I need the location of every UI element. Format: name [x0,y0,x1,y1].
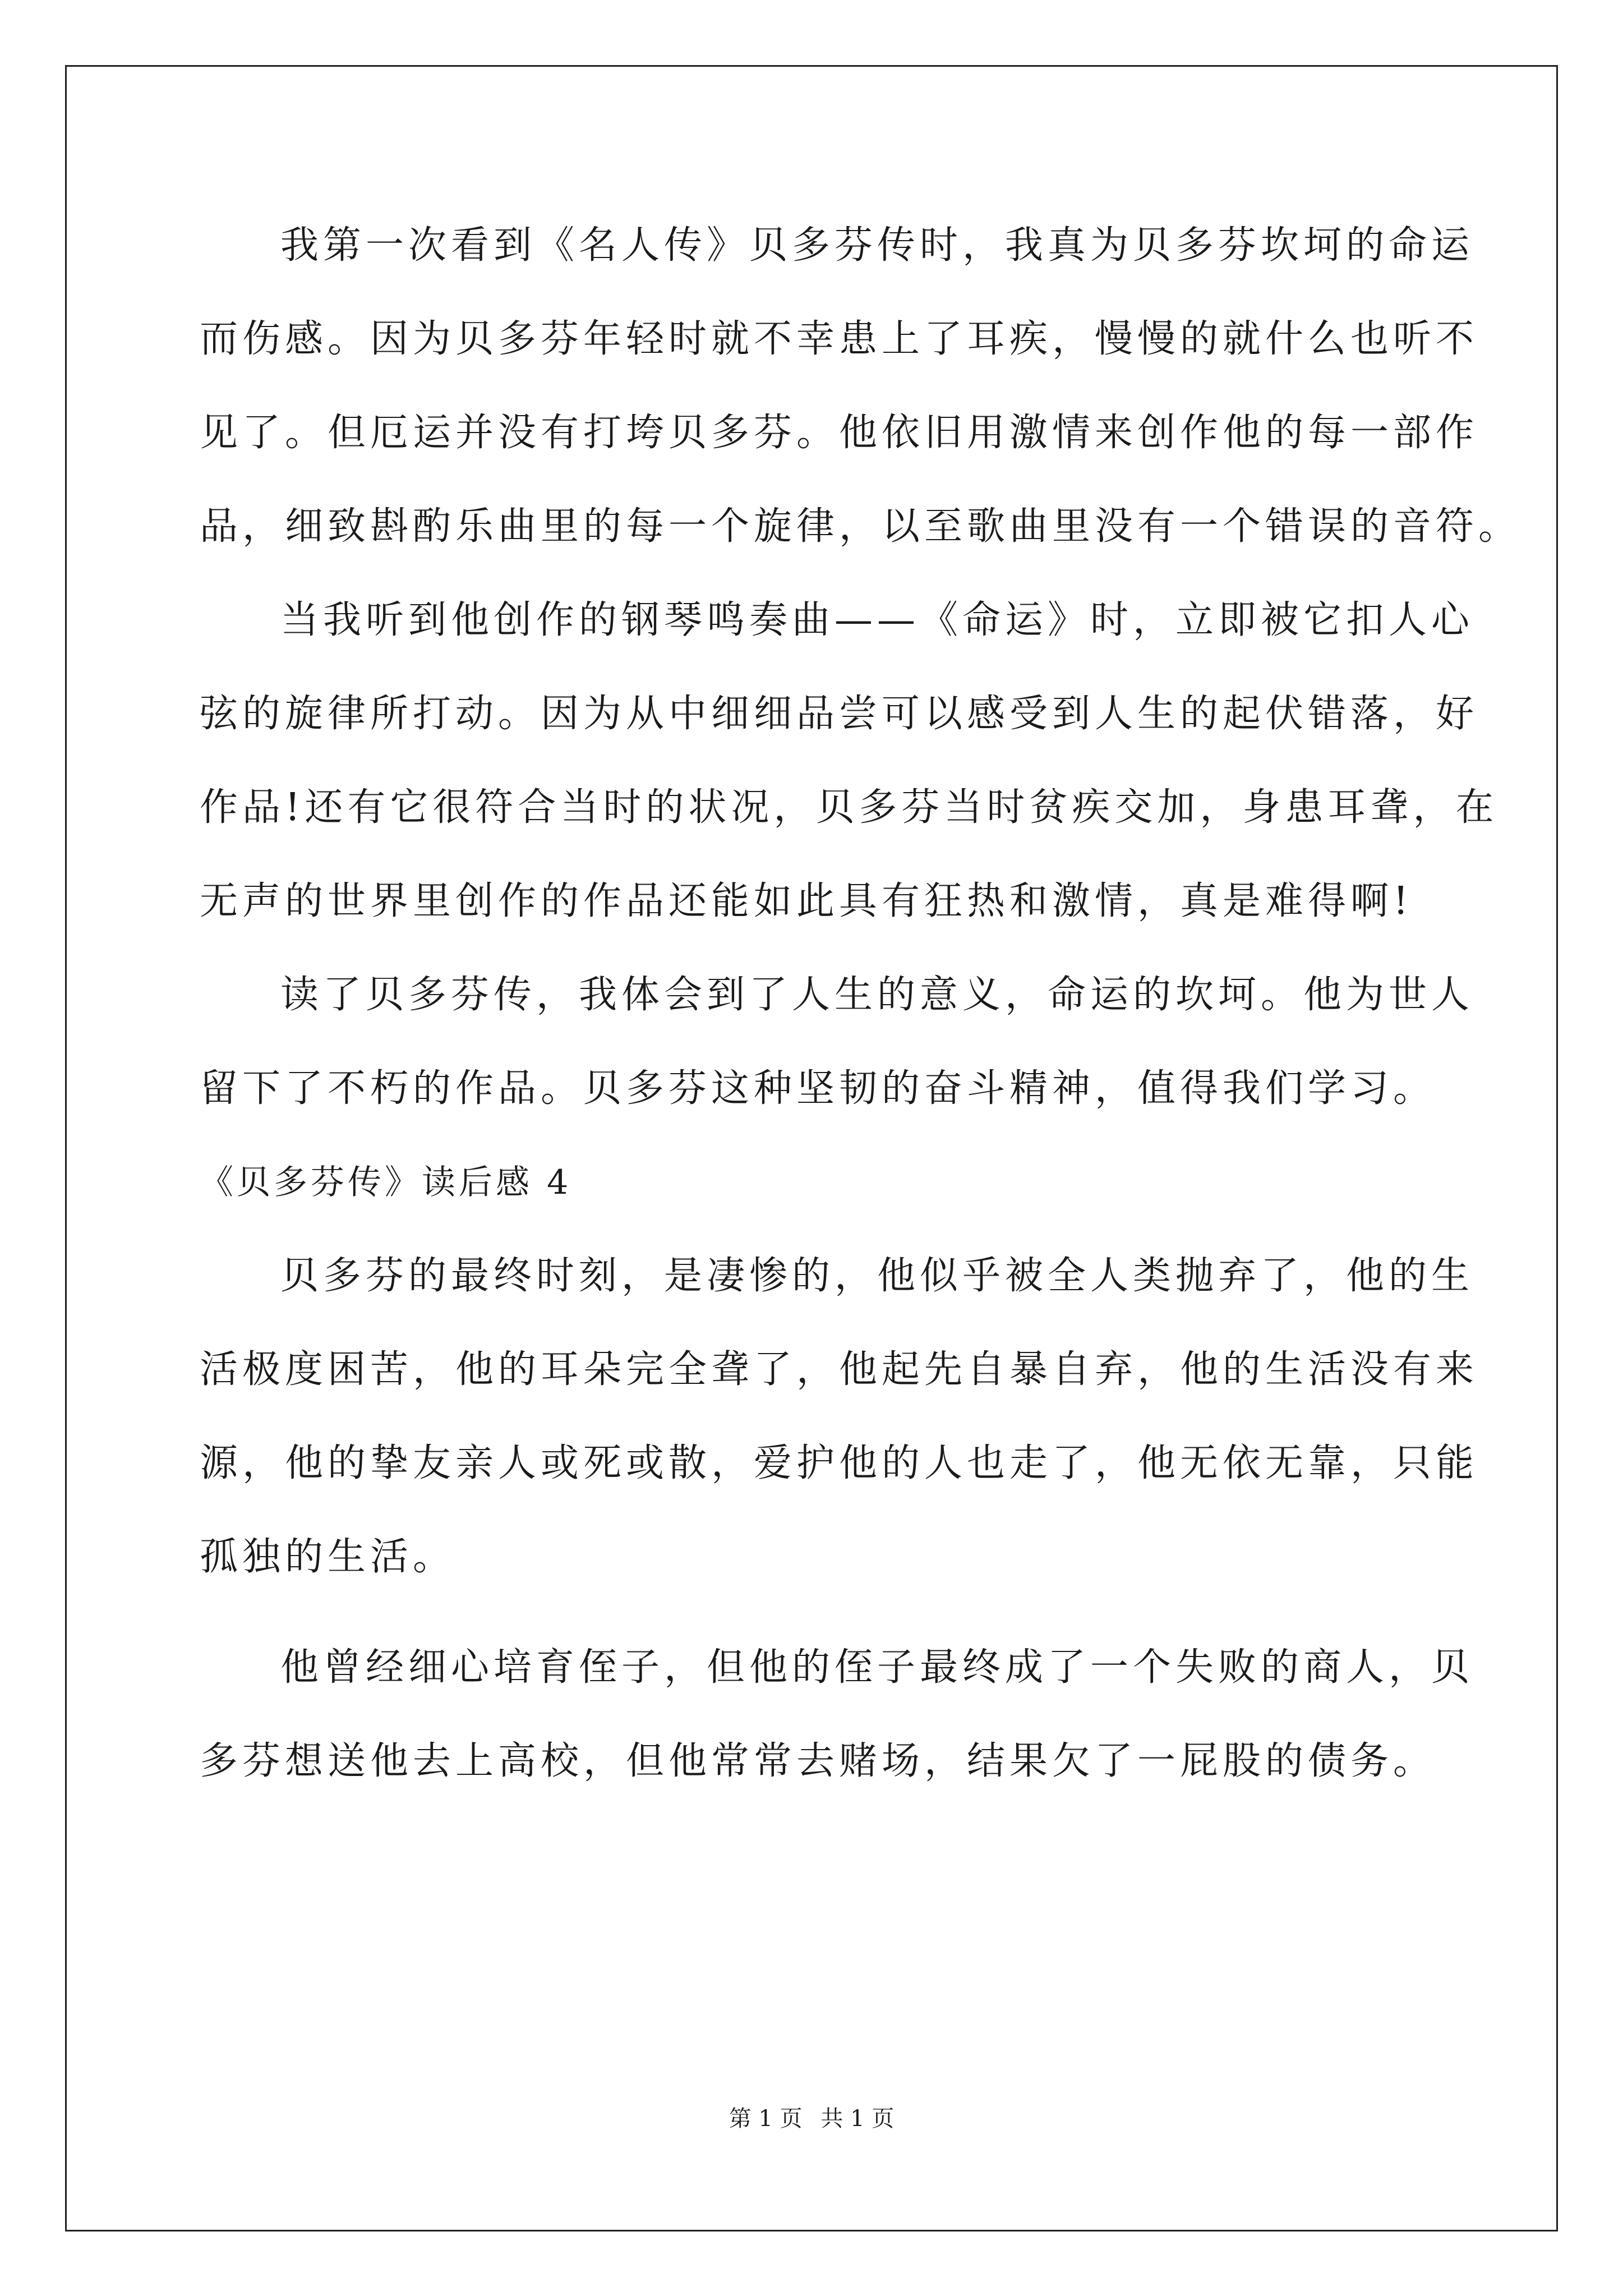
page-number: 第 1 页 [728,2106,803,2132]
text-line: 弦的旋律所打动。因为从中细细品尝可以感受到人生的起伏错落，好 [200,692,1479,736]
page-total: 共 1 页 [820,2106,895,2132]
text-line: 见了。但厄运并没有打垮贝多芬。他依旧用激情来创作他的每一部作 [200,411,1479,455]
text-line: 而伤感。因为贝多芬年轻时就不幸患上了耳疾，慢慢的就什么也听不 [200,317,1479,361]
text-line: 读了贝多芬传，我体会到了人生的意义，命运的坎坷。他为世人 [280,973,1474,1017]
text-line: 我第一次看到《名人传》贝多芬传时，我真为贝多芬坎坷的命运 [280,223,1474,268]
text-line: 贝多芬的最终时刻，是凄惨的，他似乎被全人类抛弃了，他的生 [280,1254,1474,1298]
text-line: 孤独的生活。 [200,1535,456,1579]
paragraph-3 [200,964,1474,1152]
text-line: 源，他的挚友亲人或死或散，爱护他的人也走了，他无依无靠，只能 [200,1441,1479,1485]
text-line: 留下了不朽的作品。贝多芬这种坚韧的奋斗精神，值得我们学习。 [200,1066,1436,1111]
paragraph-4 [200,1245,1479,1620]
text-line: 当我听到他创作的钢琴鸣奏曲——《命运》时，立即被它扣人心 [280,598,1474,642]
paragraph-2 [200,590,1498,964]
paragraph-5 [200,1637,1474,1824]
text-line: 作品!还有它很符合当时的状况，贝多芬当时贫疾交加，身患耳聋，在 [200,785,1498,830]
paragraph-1 [200,215,1521,590]
text-line: 无声的世界里创作的作品还能如此具有狂热和激情，真是难得啊! [200,879,1413,923]
text-line: 品，细致斟酌乐曲里的每一个旋律，以至歌曲里没有一个错误的音符。 [200,504,1521,549]
page-footer [0,2105,1623,2133]
text-line: 活极度困苦，他的耳朵完全聋了，他起先自暴自弃，他的生活没有来 [200,1347,1479,1392]
text-line: 他曾经细心培育侄子，但他的侄子最终成了一个失败的商人，贝 [280,1645,1474,1690]
text-line: 多芬想送他去上高校，但他常常去赌场，结果欠了一屁股的债务。 [200,1739,1436,1783]
paragraph-spacer [200,1620,1426,1637]
document-body [200,215,1521,1824]
section-heading: 《贝多芬传》读后感 4 [200,1163,572,1202]
